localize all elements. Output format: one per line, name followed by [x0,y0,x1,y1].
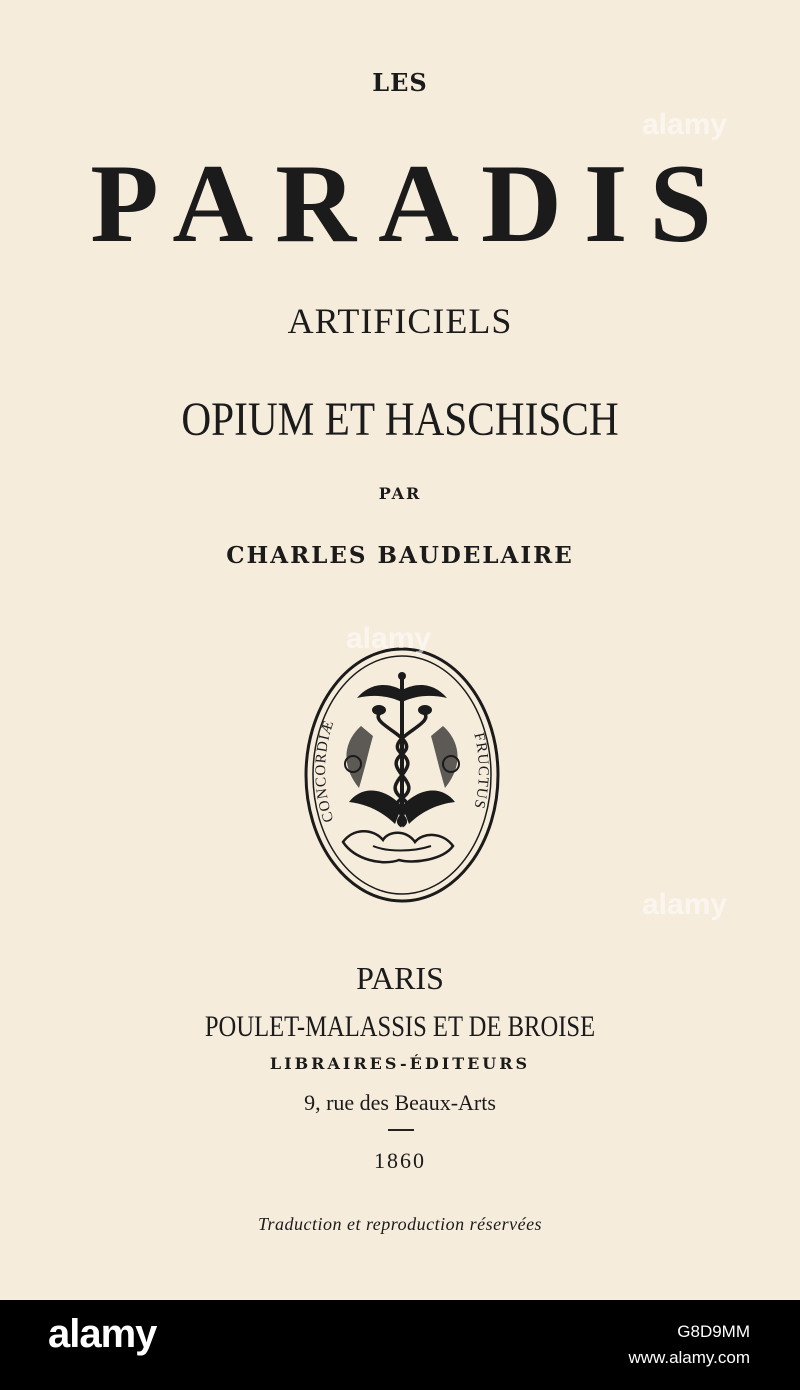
svg-text:FRUCTUS [470,731,491,811]
rights-notice: Traduction et reproduction réservées [257,1214,543,1234]
caduceus-seal-icon [303,646,501,904]
imprint-publisher: POULET-MALASSIS ET DE BROISE [204,1010,596,1043]
imprint-city: PARIS [356,960,444,996]
divider-rule [388,1129,414,1131]
imprint-trade: LIBRAIRES-ÉDITEURS [269,1054,531,1073]
title-artificiels: ARTIFICIELS [287,301,513,341]
imprint-address: 9, rue des Beaux-Arts [304,1090,496,1115]
seal-motto-left: CONCORDIÆ [313,717,338,825]
site-url: www.alamy.com [628,1348,750,1367]
subtitle: OPIUM ET HASCHISCH [181,393,619,446]
title-les: LES [372,68,428,97]
author-name: CHARLES BAUDELAIRE [226,542,574,569]
imprint-year: 1860 [374,1148,426,1173]
title-paradis: PARADIS [90,142,734,266]
watermark: alamy [642,108,728,141]
seal-motto-right: FRUCTUS [470,731,491,811]
stock-logo: alamy [48,1312,157,1356]
watermark: alamy [642,888,728,921]
image-id: G8D9MM [677,1322,750,1341]
par-label: PAR [378,484,422,503]
watermark: alamy [346,622,432,655]
